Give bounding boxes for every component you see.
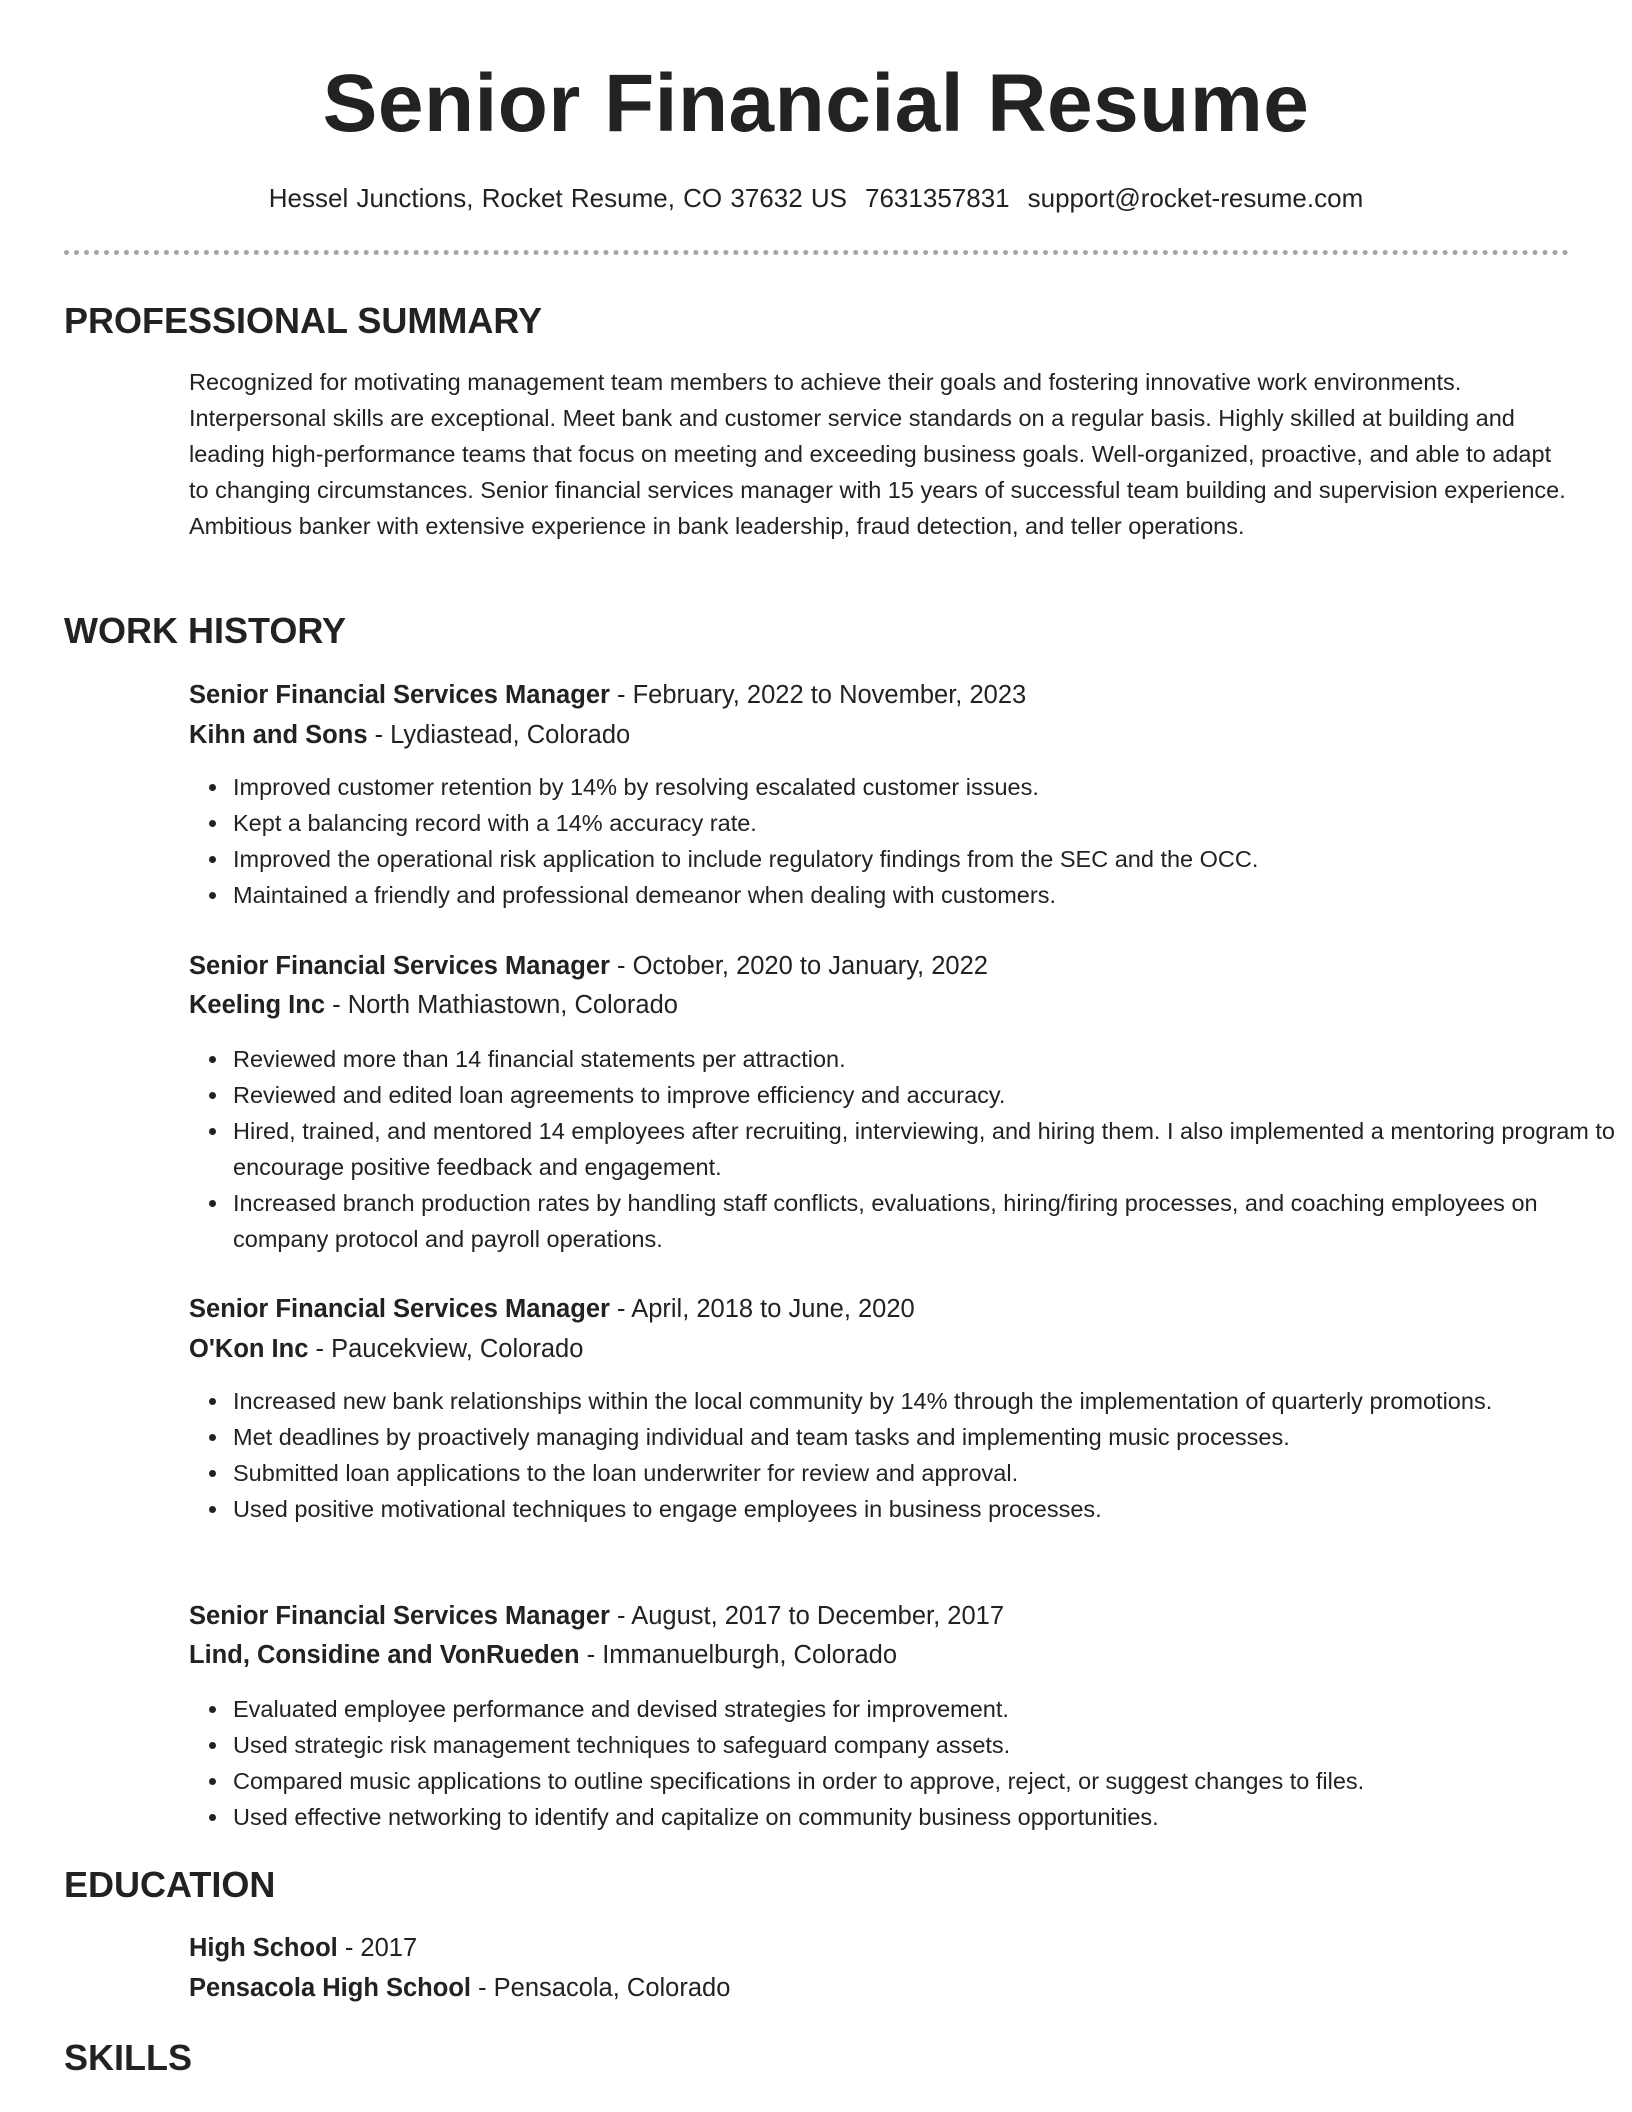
job-dates: - August, 2017 to December, 2017	[609, 1602, 1005, 1630]
list-item: Reviewed more than 14 financial statements per attraction.	[233, 1041, 1615, 1077]
job-bullets	[189, 1383, 1615, 1527]
job-company-line	[189, 987, 1569, 1023]
education-school-line	[189, 1970, 1569, 2006]
job-company: O'Kon Inc	[189, 1335, 309, 1363]
list-item: Maintained a friendly and professional demeanor when dealing with customers.	[233, 877, 1615, 913]
job-title-line	[189, 1291, 1569, 1327]
job-company: Lind, Considine and VonRueden	[189, 1641, 580, 1669]
list-item: Compared music applications to outline specifications in order to approve, reject, or suggest changes to files.	[233, 1763, 1615, 1799]
resume-title: Senior Financial Resume	[322, 58, 1310, 149]
contact-phone: 7631357831	[865, 183, 1010, 213]
contact-address: Hessel Junctions, Rocket Resume, CO 37632 US	[268, 183, 848, 213]
list-item: Used strategic risk management techniques to safeguard company assets.	[233, 1727, 1615, 1763]
list-item: Evaluated employee performance and devised strategies for improvement.	[233, 1691, 1615, 1727]
skills-heading: SKILLS	[64, 2037, 193, 2078]
job-company-line	[189, 1637, 1569, 1673]
contact-line	[0, 180, 1632, 216]
job-bullets	[189, 769, 1615, 913]
list-item: Met deadlines by proactively managing individual and team tasks and implementing music processes.	[233, 1419, 1615, 1455]
list-item: Hired, trained, and mentored 14 employees after recruiting, interviewing, and hiring them. I also implemented a mentoring program to encourage positive feedback and engagement.	[233, 1113, 1615, 1185]
job-dates: - April, 2018 to June, 2020	[609, 1295, 915, 1323]
summary-heading: PROFESSIONAL SUMMARY	[64, 300, 543, 341]
list-item: Increased branch production rates by handling staff conflicts, evaluations, hiring/firing processes, and coaching employees on company protocol and payroll operations.	[233, 1185, 1615, 1257]
list-item: Reviewed and edited loan agreements to improve efficiency and accuracy.	[233, 1077, 1615, 1113]
job-location: - North Mathiastown, Colorado	[325, 991, 678, 1019]
job-title-line	[189, 948, 1569, 984]
list-item: Improved the operational risk application to include regulatory findings from the SEC and the OCC.	[233, 841, 1615, 877]
job-title: Senior Financial Services Manager	[189, 681, 610, 709]
list-item: Kept a balancing record with a 14% accuracy rate.	[233, 805, 1615, 841]
job-company: Kihn and Sons	[189, 721, 368, 749]
job-title-line	[189, 1598, 1569, 1634]
list-item: Used positive motivational techniques to engage employees in business processes.	[233, 1491, 1615, 1527]
job-dates: - October, 2020 to January, 2022	[609, 952, 988, 980]
list-item: Used effective networking to identify and capitalize on community business opportunities.	[233, 1799, 1615, 1835]
education-degree-line	[189, 1930, 1569, 1966]
job-bullets	[189, 1691, 1615, 1835]
education-location: - Pensacola, Colorado	[470, 1974, 731, 2002]
job-dates: - February, 2022 to November, 2023	[609, 681, 1027, 709]
job-bullets	[189, 1041, 1615, 1257]
job-location: - Immanuelburgh, Colorado	[579, 1641, 898, 1669]
education-degree: High School	[189, 1934, 338, 1962]
job-company: Keeling Inc	[189, 991, 326, 1019]
job-location: - Paucekview, Colorado	[308, 1335, 584, 1363]
job-company-line	[189, 717, 1569, 753]
header-divider	[64, 250, 1569, 255]
job-title: Senior Financial Services Manager	[189, 1295, 610, 1323]
job-title: Senior Financial Services Manager	[189, 1602, 610, 1630]
education-year: - 2017	[337, 1934, 418, 1962]
education-school: Pensacola High School	[189, 1974, 471, 2002]
job-company-line	[189, 1331, 1569, 1367]
job-location: - Lydiastead, Colorado	[367, 721, 631, 749]
list-item: Improved customer retention by 14% by resolving escalated customer issues.	[233, 769, 1615, 805]
job-title: Senior Financial Services Manager	[189, 952, 610, 980]
work-history-heading: WORK HISTORY	[64, 610, 347, 651]
education-heading: EDUCATION	[64, 1864, 276, 1905]
job-title-line	[189, 677, 1569, 713]
contact-email[interactable]: support@rocket-resume.com	[1027, 183, 1364, 213]
list-item: Increased new bank relationships within the local community by 14% through the implementation of quarterly promotions.	[233, 1383, 1615, 1419]
summary-text: Recognized for motivating management team members to achieve their goals and fostering innovative work environments. Interpersonal skills are exceptional. Meet bank and customer service standards on a regular basis. Highly skilled at building and leading high-performance teams that focus on meeting and exceeding business goals. Well-organized, proactive, and able to adapt to changing circumstances. Senior financial services manager with 15 years of successful team building and supervision experience. Ambitious banker with extensive experience in bank leadership, fraud detection, and teller operations.	[189, 369, 1566, 539]
list-item: Submitted loan applications to the loan underwriter for review and approval.	[233, 1455, 1615, 1491]
